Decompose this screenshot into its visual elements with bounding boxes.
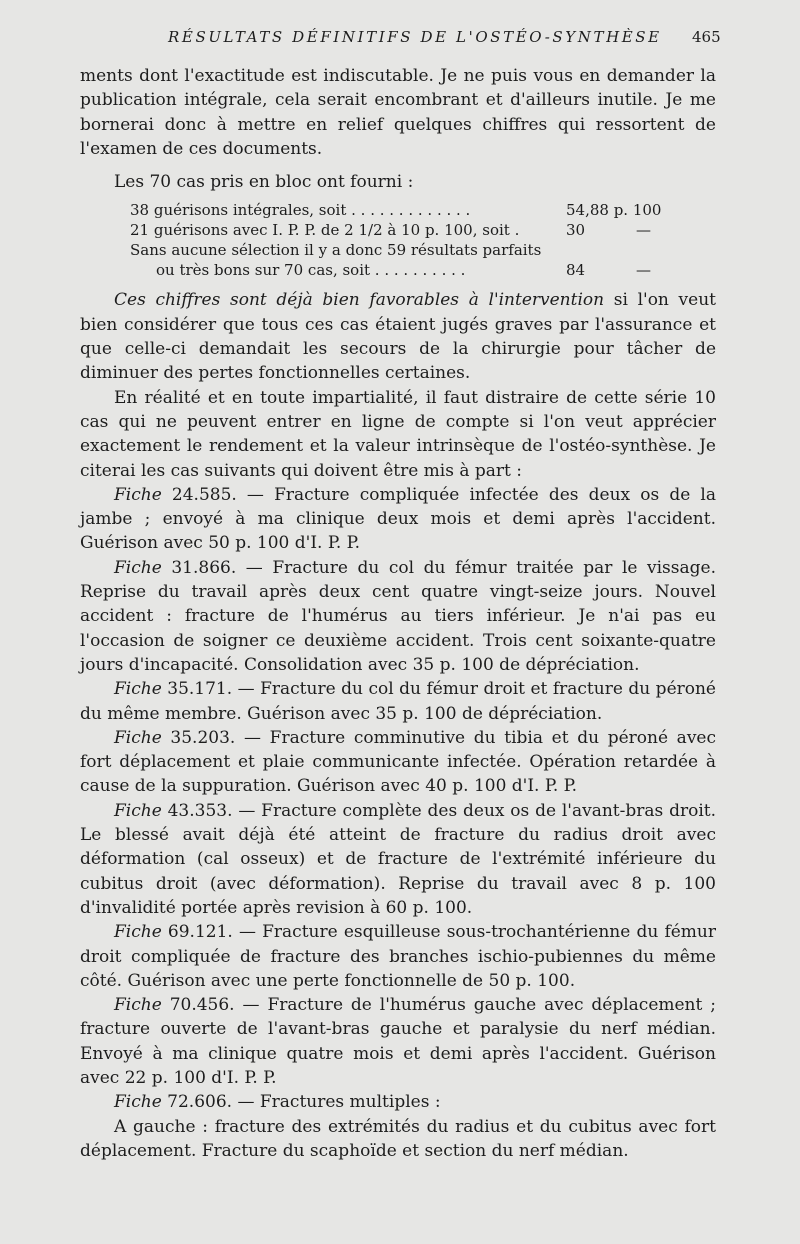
- page-number: 465: [692, 28, 721, 46]
- case-text: — Fracture de l'humérus gauche avec déplacement ; fracture ouverte de l'avant-bras gauche et paralysie du nerf médian. Envoyé à ma clinique quatre mois et demi après l'accident. Guérison avec 22 p. 100 d'I. P. P.: [80, 995, 716, 1088]
- summary-label: 21 guérisons avec I. P. P. de 2 1/2 à 10 p. 100, soit .: [130, 221, 520, 240]
- summary-row: [130, 200, 700, 220]
- summary-row: [130, 220, 700, 240]
- case-text: — Fractures multiples :: [232, 1092, 441, 1113]
- case-entry: [80, 726, 716, 799]
- emphasis: Ces chiffres sont déjà bien favorables à l'intervention: [114, 290, 605, 311]
- case-entry: [80, 677, 716, 726]
- paragraph: En réalité et en toute impartialité, il faut distraire de cette série 10 cas qui ne peuvent entrer en ligne de compte si l'on veut apprécier exactement le rendement et la valeur intrinsèque de l'ostéo-synthèse. Je citerai les cas suivants qui doivent être mis à part :: [80, 387, 716, 481]
- case-number: 72.606.: [161, 1092, 233, 1113]
- case-number: 35.171.: [161, 679, 233, 700]
- summary-label: ou très bons sur 70 cas, soit . . . . . . . . . .: [156, 261, 466, 280]
- summary-label: 38 guérisons intégrales, soit . . . . . . . . . . . . .: [130, 201, 471, 220]
- case-text: — Fracture esquilleuse sous-trochantérienne du fémur droit compliquée de fracture des branches ischio-pubiennes du même côté. Guérison avec une perte fonctionnelle de 50 p. 100.: [80, 922, 716, 991]
- running-title: RÉSULTATS DÉFINITIFS DE L'OSTÉO-SYNTHÈSE: [168, 28, 662, 46]
- case-number: 43.353.: [161, 800, 233, 821]
- paragraph-text: si l'on veut bien considérer que tous ces cas étaient jugés graves par l'assurance et que celle-ci demandait les secours de la chirurgie pour tâcher de diminuer des pertes fonctionnelles certaines.: [80, 290, 716, 384]
- page-header: [0, 28, 800, 50]
- case-text: — Fracture du col du fémur traitée par le vissage. Reprise du travail après deux cent quatre vingt-seize jours. Nouvel accident : fracture de l'humérus au tiers inférieur. Je n'ai pas eu l'occasion de soigner ce deuxième accident. Trois cent soixante-quatre jours d'incapacité. Consolidation avec 35 p. 100 de dépréciation.: [80, 557, 716, 675]
- case-number: 31.866.: [161, 557, 237, 578]
- case-text: — Fracture du col du fémur droit et fracture du péroné du même membre. Guérison avec 35 p. 100 de dépréciation.: [80, 679, 716, 724]
- case-ref: Fiche: [114, 484, 162, 505]
- case-ref: Fiche: [114, 727, 162, 748]
- paragraph: [80, 288, 716, 385]
- case-number: 24.585.: [161, 484, 237, 505]
- case-entry: [80, 483, 716, 556]
- summary-table: [130, 200, 700, 280]
- paragraph: Les 70 cas pris en bloc ont fourni :: [114, 172, 414, 193]
- case-entry: [80, 920, 716, 993]
- body-text: [80, 64, 716, 1163]
- case-text: — Fracture compliquée infectée des deux os de la jambe ; envoyé à ma clinique deux mois et demi après l'accident. Guérison avec 50 p. 100 d'I. P. P.: [80, 484, 716, 554]
- case-text: — Fracture complète des deux os de l'avant-bras droit. Le blessé avait déjà été atteint de fracture du radius droit avec déformation (cal osseux) et de fracture de l'extrémité inférieure du cubitus droit (avec déformation). Reprise du travail avec 8 p. 100 d'invalidité portée après revision à 60 p. 100.: [80, 800, 716, 918]
- case-entry: [80, 556, 716, 677]
- ditto-dash: —: [636, 261, 651, 280]
- case-ref: Fiche: [114, 557, 162, 578]
- summary-value: 30: [566, 221, 586, 240]
- summary-value: 84: [566, 261, 586, 280]
- case-number: 35.203.: [161, 727, 236, 748]
- case-ref: Fiche: [114, 922, 162, 943]
- case-entry: [80, 799, 716, 920]
- case-number: 70.456.: [161, 995, 235, 1016]
- case-entry: [80, 1090, 716, 1114]
- case-text: — Fracture comminutive du tibia et du péroné avec fort déplacement et plaie communicante infectée. Opération retardée à cause de la suppuration. Guérison avec 40 p. 100 d'I. P. P.: [80, 727, 717, 797]
- paragraph: ments dont l'exactitude est indiscutable. Je ne puis vous en demander la publication intégrale, cela serait encombrant et d'ailleurs inutile. Je me bornerai donc à mettre en relief quelques chiffres qui ressortent de l'examen de ces documents.: [80, 66, 716, 159]
- ditto-dash: —: [636, 221, 651, 240]
- paragraph: A gauche : fracture des extrémités du radius et du cubitus avec fort déplacement. Fracture du scaphoïde et section du nerf médian.: [80, 1116, 716, 1161]
- summary-row: [130, 240, 700, 260]
- summary-row: [130, 260, 700, 280]
- case-entry: [80, 993, 716, 1090]
- case-ref: Fiche: [114, 800, 162, 821]
- case-number: 69.121.: [161, 922, 233, 943]
- summary-value: 54,88 p. 100: [566, 201, 662, 220]
- case-ref: Fiche: [114, 1092, 162, 1113]
- case-ref: Fiche: [114, 679, 162, 700]
- summary-label: Sans aucune sélection il y a donc 59 résultats parfaits: [130, 241, 542, 260]
- case-ref: Fiche: [114, 995, 162, 1016]
